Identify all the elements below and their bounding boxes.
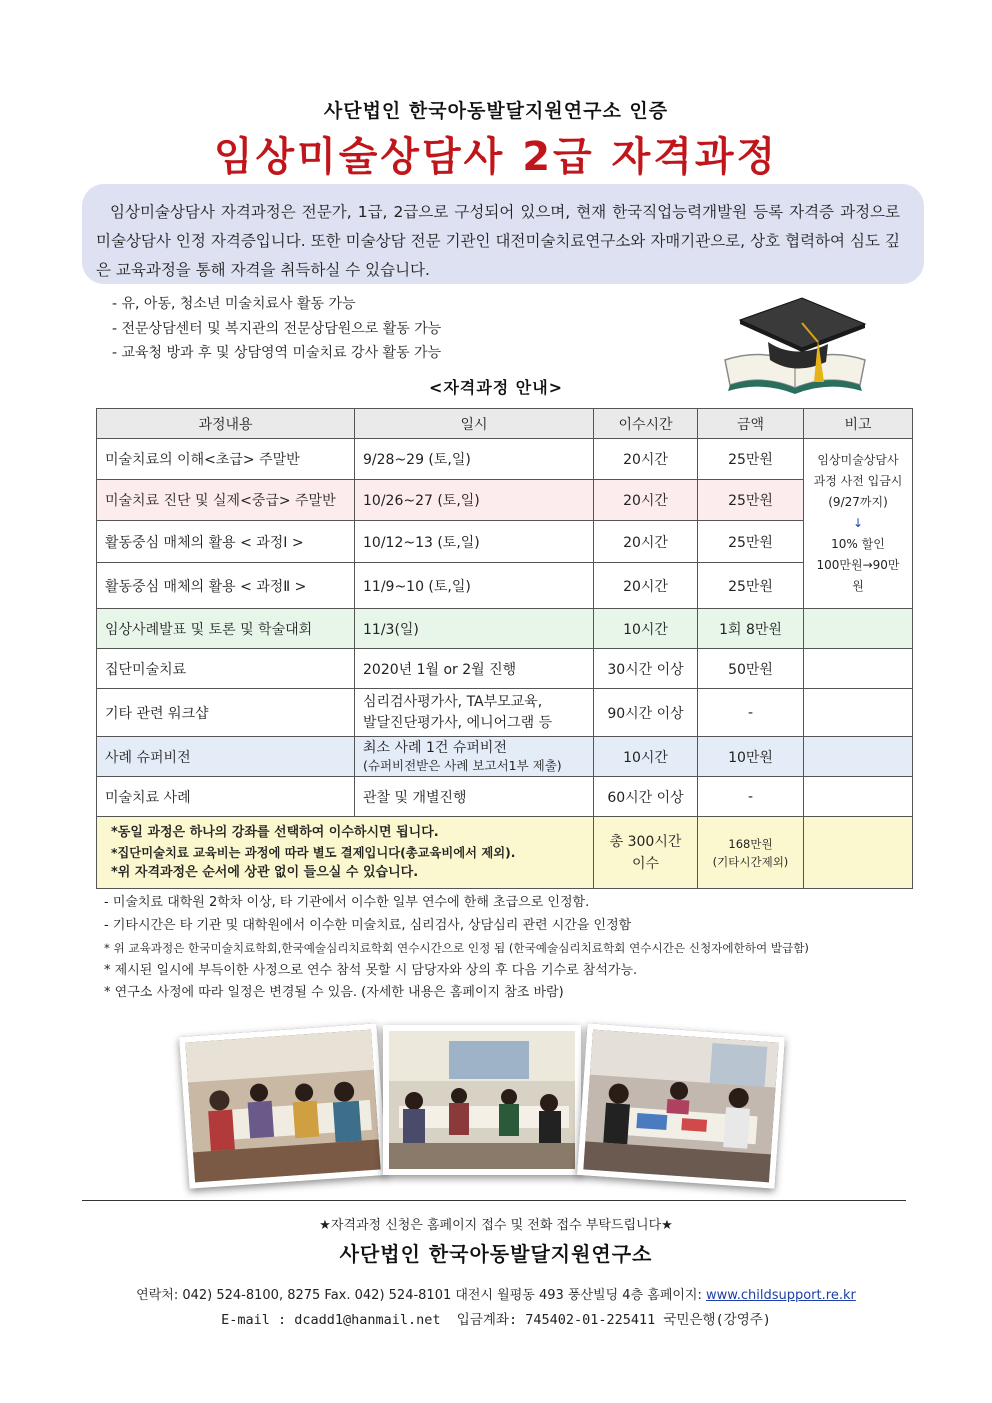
course-fee: - <box>698 689 804 737</box>
footnote: - 미술치료 대학원 2학차 이상, 타 기관에서 이수한 일부 연수에 한해 초급으로 인정함. <box>104 895 590 910</box>
column-header: 일시 <box>355 409 594 439</box>
intro-box <box>82 184 924 284</box>
down-arrow-icon: ↓ <box>852 516 864 530</box>
table-row <box>97 439 913 480</box>
benefit-item: - 전문상담센터 및 복지관의 전문상담원으로 활동 가능 <box>112 320 442 337</box>
footer-divider <box>82 1200 906 1201</box>
table-row <box>97 649 913 689</box>
course-name: 사례 슈퍼비전 <box>97 737 355 777</box>
course-name: 집단미술치료 <box>97 649 355 689</box>
class-photo-2 <box>383 1025 581 1175</box>
summary-row <box>97 817 913 889</box>
contact-info: 연락처: 042) 524-8100, 8275 Fax. 042) 524-8101 대전시 월평동 493 풍산빌딩 4층 홈페이지: www.childsupport.re.kr <box>136 1288 856 1303</box>
course-date: 관찰 및 개별진행 <box>355 777 594 817</box>
table-row <box>97 689 913 737</box>
course-date: 9/28~29 (토,일) <box>355 439 594 480</box>
table-row <box>97 563 913 609</box>
discount-remark: 임상미술상담사 과정 사전 입금시 (9/27까지) ↓ 10% 할인 100만원→90만원 <box>804 439 913 609</box>
course-name: 미술치료 진단 및 실제<중급> 주말반 <box>97 480 355 521</box>
table-row <box>97 777 913 817</box>
bank-account: 입금계좌: 745402-01-225411 국민은행(강영주) <box>456 1312 771 1328</box>
course-hours: 20시간 <box>594 480 698 521</box>
class-photo-3 <box>577 1023 785 1188</box>
homepage-link[interactable]: www.childsupport.re.kr <box>706 1288 856 1303</box>
course-hours: 20시간 <box>594 439 698 480</box>
course-date: 11/9~10 (토,일) <box>355 563 594 609</box>
footnote: * 위 교육과정은 한국미술치료학회,한국예술심리치료학회 연수시간으로 인정 됨 (한국예술심리치료학회 연수시간은 신청자에한하여 발급함) <box>104 941 809 955</box>
page-title: 임상미술상담사 2급 자격과정 <box>213 134 779 180</box>
footnote: * 연구소 사정에 따라 일정은 변경될 수 있음. (자세한 내용은 홈페이지 참조 바람) <box>104 985 564 1000</box>
course-fee: 25만원 <box>698 439 804 480</box>
course-name: 임상사례발표 및 토론 및 학술대회 <box>97 609 355 649</box>
email-info: E-mail : dcadd1@hanmail.net 입금계좌: 745402-01-225411 국민은행(강영주) <box>221 1312 771 1328</box>
column-header: 비고 <box>804 409 913 439</box>
email-link[interactable]: dcadd1@hanmail.net <box>294 1312 441 1328</box>
course-name: 미술치료의 이해<초급> 주말반 <box>97 439 355 480</box>
course-date: 심리검사평가사, TA부모교육, 발달진단평가사, 에니어그램 등 <box>355 689 594 737</box>
footnotes <box>104 892 809 1005</box>
course-name: 활동중심 매체의 활용 < 과정Ⅰ > <box>97 521 355 563</box>
course-name: 미술치료 사례 <box>97 777 355 817</box>
table-row <box>97 521 913 563</box>
summary-notes: *동일 과정은 하나의 강좌를 선택하여 이수하시면 됩니다. *집단미술치료 교육비는 과정에 따라 별도 결제입니다(총교육비에서 제외). *위 자격과정은 순서에 상관 없이 들으실 수 있습니다. <box>97 817 594 889</box>
course-hours: 10시간 <box>594 609 698 649</box>
course-name: 기타 관련 워크샵 <box>97 689 355 737</box>
course-date: 10/12~13 (토,일) <box>355 521 594 563</box>
course-hours: 90시간 이상 <box>594 689 698 737</box>
total-fee: 168만원 (기타시간제외) <box>698 817 804 889</box>
table-row <box>97 480 913 521</box>
course-date: 10/26~27 (토,일) <box>355 480 594 521</box>
course-fee: 50만원 <box>698 649 804 689</box>
course-hours: 20시간 <box>594 521 698 563</box>
column-header: 과정내용 <box>97 409 355 439</box>
column-header: 이수시간 <box>594 409 698 439</box>
course-fee: 25만원 <box>698 480 804 521</box>
benefit-item: - 유, 아동, 청소년 미술치료사 활동 가능 <box>112 296 356 312</box>
course-hours: 20시간 <box>594 563 698 609</box>
org-certification-subtitle: 사단법인 한국아동발달지원연구소 인증 <box>323 100 669 122</box>
course-fee: 25만원 <box>698 563 804 609</box>
course-guide-heading: <자격과정 안내> <box>428 378 564 397</box>
class-photo-1 <box>179 1023 387 1188</box>
footnote: * 제시된 일시에 부득이한 사정으로 연수 참석 못할 시 담당자와 상의 후 다음 기수로 참석가능. <box>104 962 638 978</box>
benefit-item: - 교육청 방과 후 및 상담영역 미술치료 강사 활동 가능 <box>112 345 442 361</box>
column-header: 금액 <box>698 409 804 439</box>
course-fee: 10만원 <box>698 737 804 777</box>
course-date: 최소 사례 1건 슈퍼비전 (슈퍼비전받은 사례 보고서1부 제출) <box>355 737 594 777</box>
course-name: 활동중심 매체의 활용 < 과정Ⅱ > <box>97 563 355 609</box>
total-hours: 총 300시간 이수 <box>594 817 698 889</box>
course-date: 11/3(일) <box>355 609 594 649</box>
course-fee: 25만원 <box>698 521 804 563</box>
table-row <box>97 737 913 777</box>
table-header-row <box>97 409 913 439</box>
course-fee: 1회 8만원 <box>698 609 804 649</box>
course-fee: - <box>698 777 804 817</box>
organization-name: 사단법인 한국아동발달지원연구소 <box>339 1242 653 1266</box>
footnote: - 기타시간은 타 기관 및 대학원에서 이수한 미술치료, 심리검사, 상담심리 관련 시간을 인정함 <box>104 917 632 933</box>
course-date: 2020년 1월 or 2월 진행 <box>355 649 594 689</box>
table-row <box>97 609 913 649</box>
benefits-list <box>112 292 441 366</box>
application-notice: ★자격과정 신청은 홈페이지 접수 및 전화 접수 부탁드립니다★ <box>319 1218 673 1233</box>
course-hours: 30시간 이상 <box>594 649 698 689</box>
course-table <box>96 408 913 889</box>
course-hours: 60시간 이상 <box>594 777 698 817</box>
course-hours: 10시간 <box>594 737 698 777</box>
intro-text: 임상미술상담사 자격과정은 전문가, 1급, 2급으로 구성되어 있으며, 현재 한국직업능력개발원 등록 자격증 과정으로 미술상담사 인정 자격증입니다. 또한 미술상담 전문 기관인 대전미술치료연구소와 자매기관으로, 상호 협력하여 심도 깊은 교육과정을 통해 자격을 취득하실 수 있습니다. <box>96 203 900 279</box>
